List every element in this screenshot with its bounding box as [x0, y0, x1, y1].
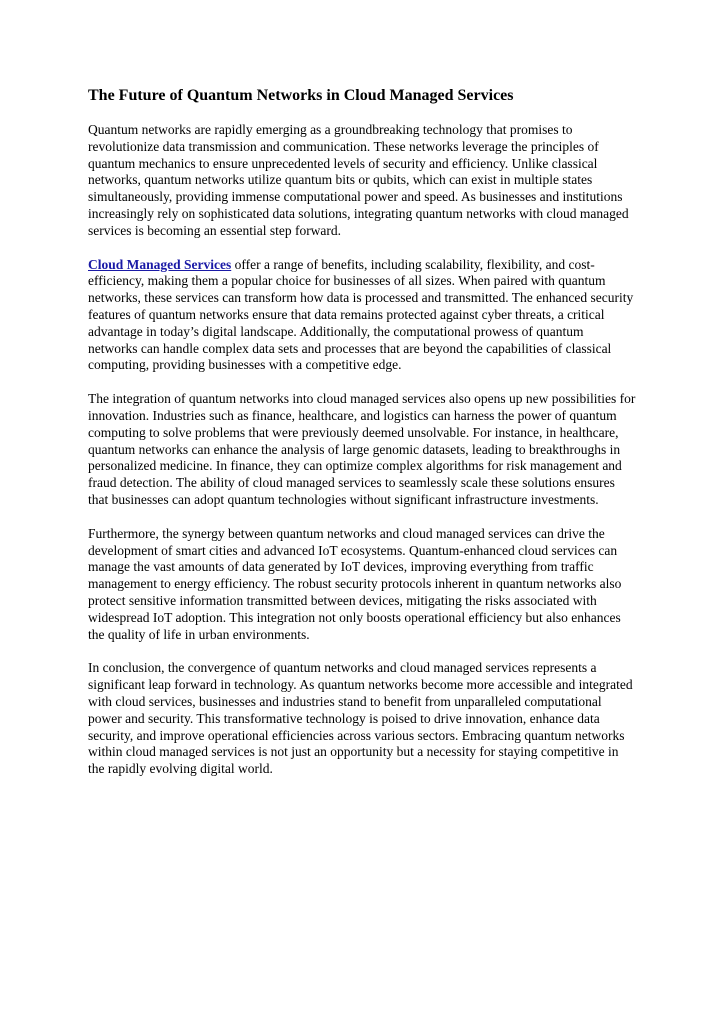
paragraph-synergy: Furthermore, the synergy between quantum networks and cloud managed services can drive the development of smart cities and advanced IoT ecosystems. Quantum-enhanced cloud services can manage the vast amounts of data generated by IoT devices, improving everything from traffic management to energy efficiency. The robust security protocols inherent in quantum networks also protect sensitive information transmitted between devices, mitigating the risks associated with widespread IoT adoption. This integration not only boosts operational efficiency but also enhances the quality of life in urban environments. [88, 525, 622, 642]
paragraph-benefits-text: offer a range of benefits, including scalability, flexibility, and cost-efficiency, making them a popular choice for businesses of all sizes. When paired with quantum networks, these services can transform how data is processed and transmitted. The enhanced security features of quantum networks ensure that data remains protected against cyber threats, a critical advantage in today’s digital landscape. Additionally, the computational prowess of quantum networks can handle complex data sets and processes that are beyond the capabilities of classical computing, providing businesses with a competitive edge. [88, 256, 634, 373]
paragraph-benefits [88, 257, 636, 375]
cloud-managed-services-link[interactable]: Cloud Managed Services [88, 256, 232, 272]
paragraph-intro: Quantum networks are rapidly emerging as a groundbreaking technology that promises to revolutionize data transmission and communication. These networks leverage the principles of quantum mechanics to ensure unprecedented levels of security and efficiency. Unlike classical networks, quantum networks utilize quantum bits or qubits, which can exist in multiple states simultaneously, providing immense computational power and speed. As businesses and institutions increasingly rely on sophisticated data solutions, integrating quantum networks with cloud managed services is becoming an essential step forward. [88, 122, 629, 238]
paragraph-innovation: The integration of quantum networks into cloud managed services also opens up new possibilities for innovation. Industries such as finance, healthcare, and logistics can harness the power of quantum computing to solve problems that were previously deemed unsolvable. For instance, in healthcare, quantum networks can enhance the analysis of large genomic datasets, leading to breakthroughs in personalized medicine. In finance, they can optimize complex algorithms for risk management and fraud detection. The ability of cloud managed services to seamlessly scale these solutions ensures that businesses can adopt quantum technologies without significant infrastructure investments. [88, 391, 636, 507]
document-title: The Future of Quantum Networks in Cloud Managed Services [88, 87, 514, 104]
paragraph-conclusion: In conclusion, the convergence of quantum networks and cloud managed services represents a significant leap forward in technology. As quantum networks become more accessible and integrated with cloud services, businesses and industries stand to benefit from unparalleled computational power and security. This transformative technology is poised to drive innovation, enhance data security, and improve operational efficiencies across various sectors. Embracing quantum networks within cloud managed services is not just an opportunity but a necessity for staying competitive in the rapidly evolving digital world. [88, 660, 633, 777]
document-page [88, 86, 636, 795]
